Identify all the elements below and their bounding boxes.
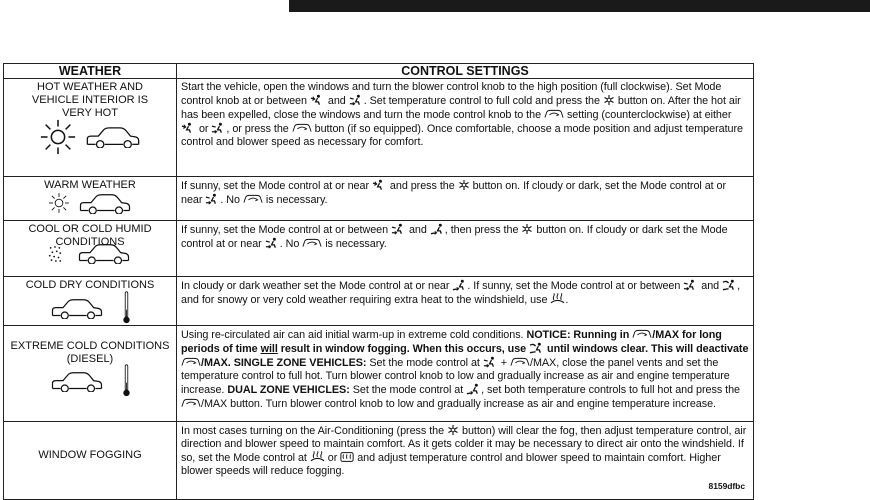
floor-mode-icon xyxy=(452,279,467,291)
ac-snowflake-icon xyxy=(521,223,533,235)
car-icon xyxy=(50,298,104,319)
rain-drops-icon xyxy=(48,245,62,263)
weather-label: HOT WEATHER AND VEHICLE INTERIOR IS VERY HOT xyxy=(31,81,149,119)
bilevel-mode-icon xyxy=(683,279,698,291)
table-row xyxy=(4,177,754,221)
weather-cell xyxy=(4,422,177,500)
weather-cell xyxy=(4,79,177,177)
recirculation-icon xyxy=(302,237,322,249)
figure-code: 8159dfbc xyxy=(708,481,745,491)
mix-defrost-icon xyxy=(550,293,565,305)
thermometer-icon xyxy=(122,291,131,325)
control-settings-cell: Start the vehicle, open the windows and turn the blower control knob to the high position (full clockwise). Set Mode control knob at or between and . Set temperature control to full cold and press the button on. After the hot air has been expelled, close the windows and turn the mode control knob to the setting (counterclockwise) at either or , or press the button (if so equipped). Once comfortable, choose a mode position and adjust temperature control and blower speed as necessary for comfort. xyxy=(177,79,754,177)
weather-label: COLD DRY CONDITIONS xyxy=(25,279,155,291)
car-icon xyxy=(85,126,141,148)
climate-control-table xyxy=(3,63,754,500)
weather-column-header: WEATHER xyxy=(4,64,177,79)
table-row xyxy=(4,79,754,177)
weather-cell xyxy=(4,221,177,277)
recirculation-icon xyxy=(632,328,652,340)
panel-mode-icon xyxy=(181,122,196,134)
ac-snowflake-icon xyxy=(447,424,459,436)
weather-cell xyxy=(4,177,177,221)
table-row xyxy=(4,221,754,277)
panel-mode-icon xyxy=(372,179,387,191)
bilevel-mode-icon xyxy=(211,122,226,134)
ac-snowflake-icon xyxy=(458,179,470,191)
header-bar xyxy=(289,0,870,12)
table-row xyxy=(4,422,754,500)
weather-cell xyxy=(4,326,177,422)
floor-mode-icon xyxy=(430,223,445,235)
control-settings-cell: Using re-circulated air can aid initial warm-up in extreme cold conditions. NOTICE: Running in /MAX for long periods of time will result in window fogging. When this occurs, use until windows clear. This will deactivate /MAX. SINGLE ZONE VEHICLES: Set the mode control at + /MAX, close the panel vents and set the temperature control to full hot. Turn blower control knob to low and gradually increase as air and engine temperature increase. DUAL ZONE VEHICLES: Set the mode control at , set both temperature controls to full hot and press the /MAX button. Turn blower control knob to low and gradually increase as air and engine temperature increase. xyxy=(177,326,754,422)
bilevel-mode-icon xyxy=(205,193,220,205)
sun-icon xyxy=(48,192,70,214)
panel-mode-icon xyxy=(310,94,325,106)
control-settings-cell: In cloudy or dark weather set the Mode control at or near . If sunny, set the Mode control at or between and , and for snowy or very cold weather requiring extra heat to the windshield, use . xyxy=(177,277,754,326)
car-icon xyxy=(78,193,132,214)
mix-mode-icon xyxy=(722,279,737,291)
recirculation-icon xyxy=(292,122,312,134)
thermometer-icon xyxy=(122,364,131,398)
mix-defrost-icon xyxy=(310,451,325,463)
control-settings-cell: If sunny, set the Mode control at or near and press the button on. If cloudy or dark, set the Mode control at or near . No is necessary. xyxy=(177,177,754,221)
ac-snowflake-icon xyxy=(603,94,615,106)
control-settings-cell: In most cases turning on the Air-Conditioning (press the button) will clear the fog, then adjust temperature control, air direction and blower speed to maintain comfort. As it gets colder it may be necessary to direct air onto the windshield. If so, set the Mode control at or and adjust temperature control and blower speed to maintain comfort. Higher blower speeds will reduce fogging. 8159dfbc xyxy=(177,422,754,500)
table-row xyxy=(4,326,754,422)
table-header-row xyxy=(4,64,754,79)
car-icon xyxy=(76,243,132,264)
bilevel-mode-icon xyxy=(349,94,364,106)
recirculation-icon xyxy=(181,356,201,368)
control-settings-column-header: CONTROL SETTINGS xyxy=(177,64,754,79)
recirculation-icon xyxy=(243,193,263,205)
weather-label: WARM WEATHER xyxy=(44,179,136,191)
weather-label: COOL OR COLD HUMID CONDITIONS xyxy=(28,223,152,248)
floor-mode-icon xyxy=(466,383,481,395)
table-row xyxy=(4,277,754,326)
recirculation-icon xyxy=(510,356,530,368)
sun-icon xyxy=(39,118,77,156)
bilevel-mode-icon xyxy=(483,356,498,368)
recirculation-icon xyxy=(181,397,201,409)
mix-mode-icon xyxy=(529,342,544,354)
bilevel-mode-icon xyxy=(391,223,406,235)
weather-cell xyxy=(4,277,177,326)
weather-label: EXTREME COLD CONDITIONS (DIESEL) xyxy=(10,340,170,365)
recirculation-icon xyxy=(544,108,564,120)
control-settings-cell: If sunny, set the Mode control at or between and , then press the button on. If cloudy or dark set the Mode control at or near . No is necessary. xyxy=(177,221,754,277)
defrost-icon xyxy=(340,451,354,463)
car-icon xyxy=(50,371,104,392)
bilevel-mode-icon xyxy=(265,237,280,249)
weather-label: WINDOW FOGGING xyxy=(38,449,142,461)
